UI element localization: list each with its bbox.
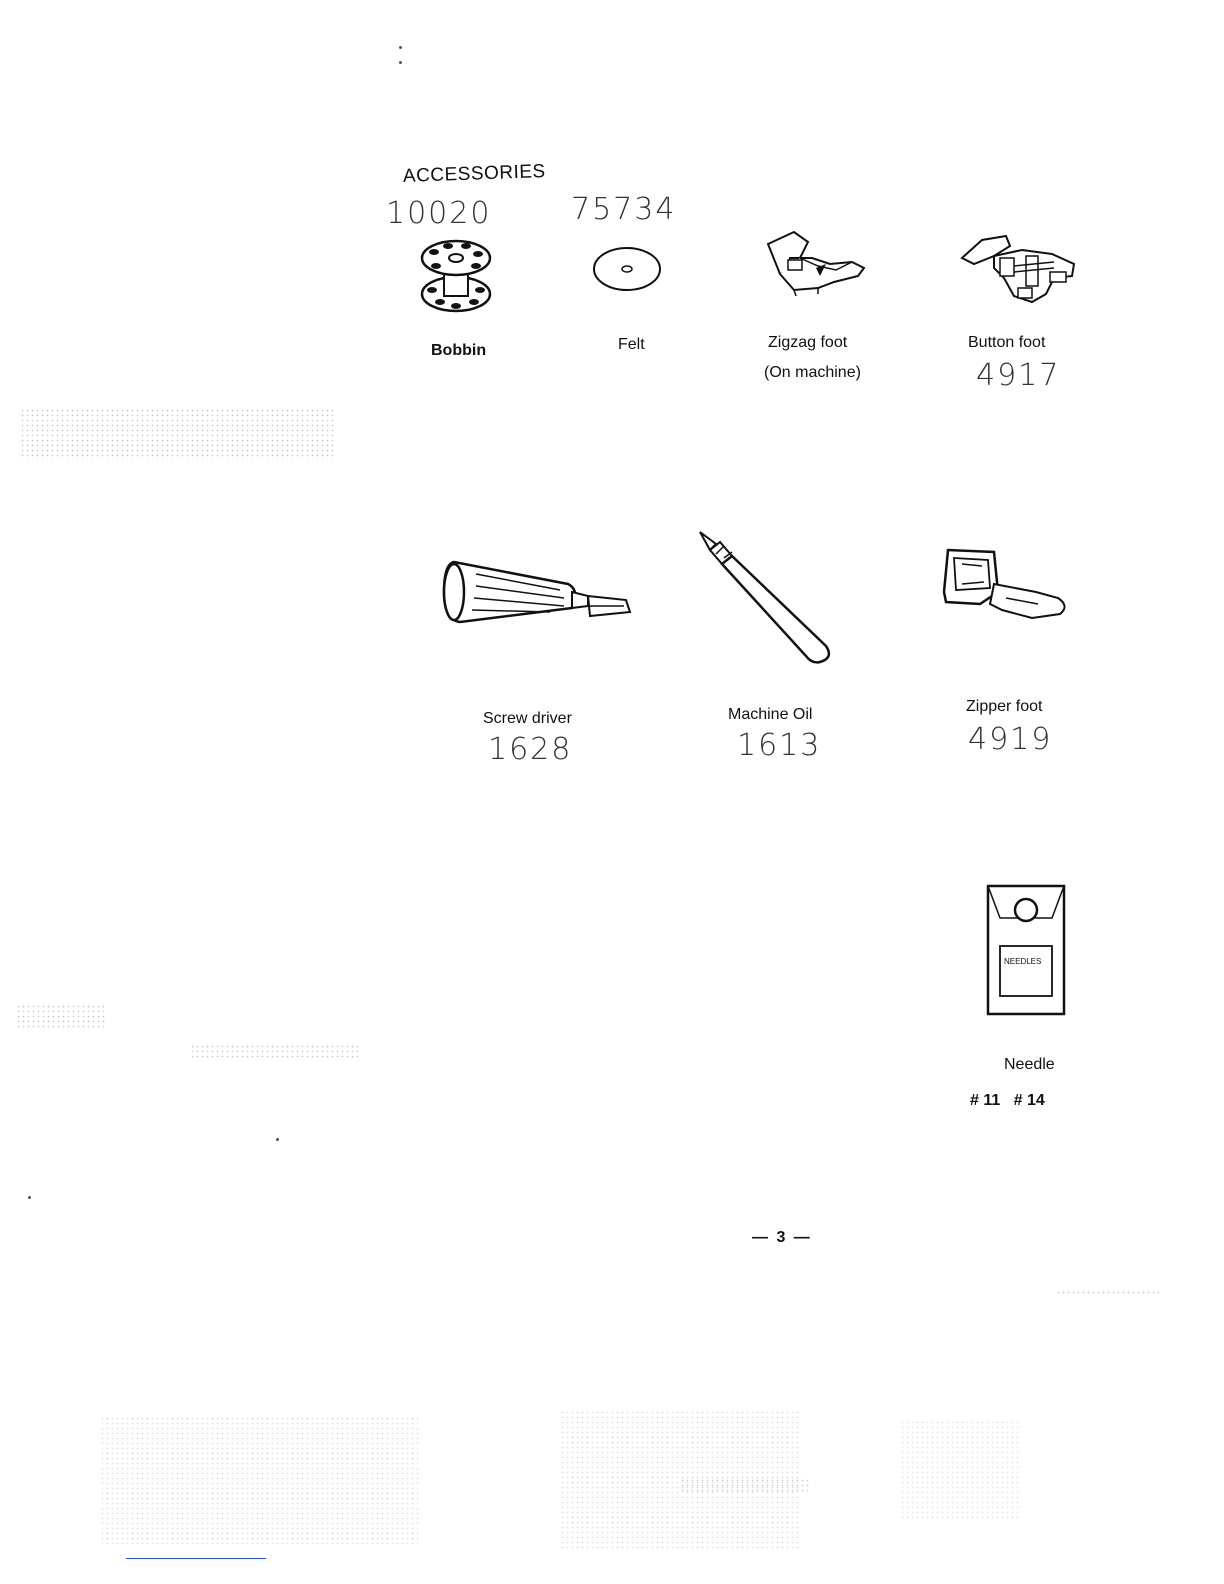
zigzag-foot-sublabel: (On machine) bbox=[764, 364, 861, 381]
scan-noise bbox=[680, 1478, 810, 1494]
button-foot-icon bbox=[960, 232, 1080, 308]
zipper-foot-part-number: 4919 bbox=[968, 722, 1053, 757]
felt-part-number: 75734 bbox=[571, 192, 677, 227]
bobbin-icon bbox=[418, 236, 498, 316]
needle-package-text: NEEDLES bbox=[1004, 957, 1042, 966]
button-foot-part-number: 4917 bbox=[976, 358, 1061, 393]
scan-noise bbox=[16, 1004, 106, 1028]
scan-speck bbox=[399, 61, 402, 64]
machine-oil-part-number: 1613 bbox=[737, 728, 822, 763]
zipper-foot-label: Zipper foot bbox=[966, 698, 1043, 715]
scan-noise bbox=[20, 408, 334, 460]
scan-noise bbox=[190, 1044, 358, 1058]
bobbin-part-number: 10020 bbox=[386, 196, 492, 231]
scan-speck bbox=[276, 1138, 279, 1141]
machine-oil-icon bbox=[696, 528, 846, 668]
page-title: ACCESSORIES bbox=[402, 161, 547, 187]
screwdriver-icon bbox=[440, 556, 640, 636]
scan-noise bbox=[1056, 1290, 1160, 1296]
zigzag-foot-icon bbox=[760, 228, 870, 298]
screw-driver-part-number: 1628 bbox=[488, 732, 573, 767]
screw-driver-label: Screw driver bbox=[483, 710, 572, 727]
felt-icon bbox=[592, 246, 662, 292]
scan-noise bbox=[900, 1420, 1020, 1520]
needle-sizes: # 11 # 14 bbox=[970, 1092, 1045, 1109]
button-foot-label: Button foot bbox=[968, 334, 1046, 351]
felt-label: Felt bbox=[618, 336, 645, 353]
needle-label: Needle bbox=[1004, 1056, 1055, 1073]
bottom-blue-line bbox=[126, 1558, 266, 1559]
scan-noise bbox=[100, 1416, 420, 1546]
zigzag-foot-label: Zigzag foot bbox=[768, 334, 848, 351]
zipper-foot-icon bbox=[940, 544, 1070, 624]
bobbin-label: Bobbin bbox=[431, 342, 487, 359]
scan-speck bbox=[28, 1196, 31, 1199]
scan-speck bbox=[399, 46, 402, 49]
page-number: — 3 — bbox=[752, 1229, 812, 1246]
needle-package-icon bbox=[986, 884, 1066, 1016]
machine-oil-label: Machine Oil bbox=[728, 706, 813, 723]
